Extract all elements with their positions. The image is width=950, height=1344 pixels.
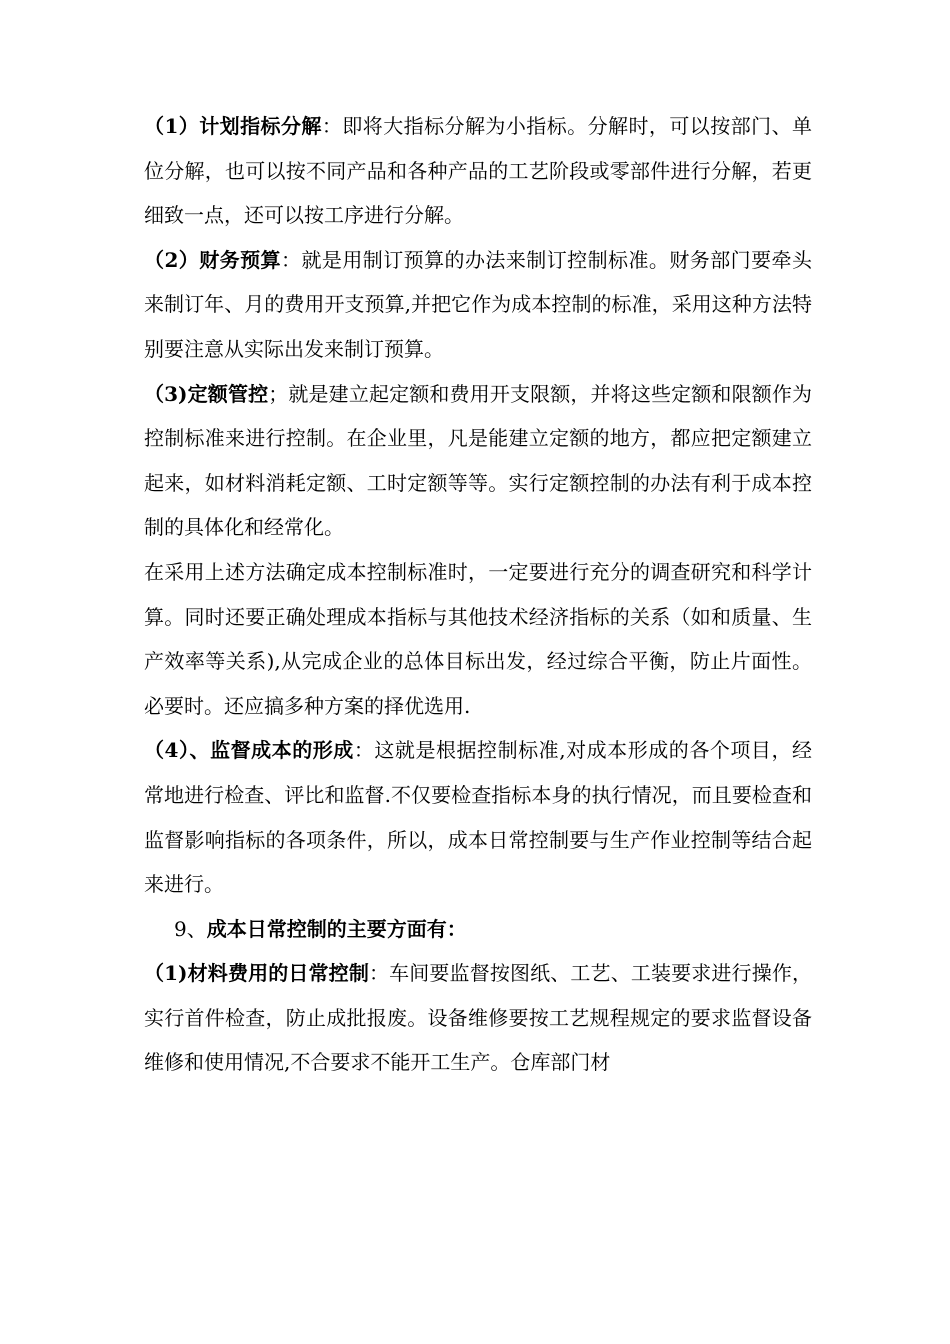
- paragraph-standard-notes: [144, 550, 812, 728]
- paragraph-text: 在采用上述方法确定成本控制标准时，一定要进行充分的调查研究和科学计算。同时还要正确处理成本指标与其他技术经济指标的关系（如和质量、生产效率等关系),从完成企业的总体目标出发，经过综合平衡，防止片面性。必要时。还应搞多种方案的择优选用.: [144, 559, 812, 718]
- paragraph-lead: （4）、监督成本的形成: [144, 738, 354, 763]
- paragraph-lead: （1)材料费用的日常控制: [144, 961, 369, 986]
- paragraph-lead: （1）计划指标分解: [144, 114, 322, 138]
- paragraph-text: ：车间要监督按图纸、工艺、工装要求进行操作，实行首件检查，防止成批报废。设备维修要按工艺规程规定的要求监督设备维修和使用情况,不合要求不能开工生产。仓库部门材: [144, 961, 812, 1075]
- paragraph-text: ；就是建立起定额和费用开支限额，并将这些定额和限额作为控制标准来进行控制。在企业里，凡是能建立定额的地方，都应把定额建立起来，如材料消耗定额、工时定额等等。实行定额控制的办法有利于成本控制的具体化和经常化。: [144, 381, 812, 540]
- paragraph-text: ：即将大指标分解为小指标。分解时，可以按部门、单位分解，也可以按不同产品和各种产品的工艺阶段或零部件进行分解，若更细致一点，还可以按工序进行分解。: [144, 114, 813, 228]
- paragraph-text: ：就是用制订预算的办法来制订控制标准。财务部门要牵头来制订年、月的费用开支预算,并把它作为成本控制的标准，采用这种方法特别要注意从实际出发来制订预算。: [144, 247, 812, 361]
- paragraph-quota-control: [144, 372, 812, 550]
- paragraph-plan-decomposition: [144, 104, 812, 238]
- paragraph-lead: （2）财务预算: [144, 247, 281, 272]
- section-number: 9、: [174, 916, 207, 941]
- section-title: 成本日常控制的主要方面有：: [206, 916, 467, 941]
- paragraph-material-cost-control: [144, 951, 812, 1085]
- paragraph-text: ：这就是根据控制标准,对成本形成的各个项目，经常地进行检查、评比和监督.不仅要检查指标本身的执行情况，而且要检查和监督影响指标的各项条件，所以，成本日常控制要与生产作业控制等结合起来进行。: [144, 738, 812, 897]
- paragraph-cost-supervision: [144, 728, 812, 906]
- paragraph-lead: （3)定额管控: [144, 381, 269, 406]
- document-body: [144, 104, 812, 1085]
- section-heading: [144, 907, 812, 952]
- paragraph-financial-budget: [144, 238, 812, 372]
